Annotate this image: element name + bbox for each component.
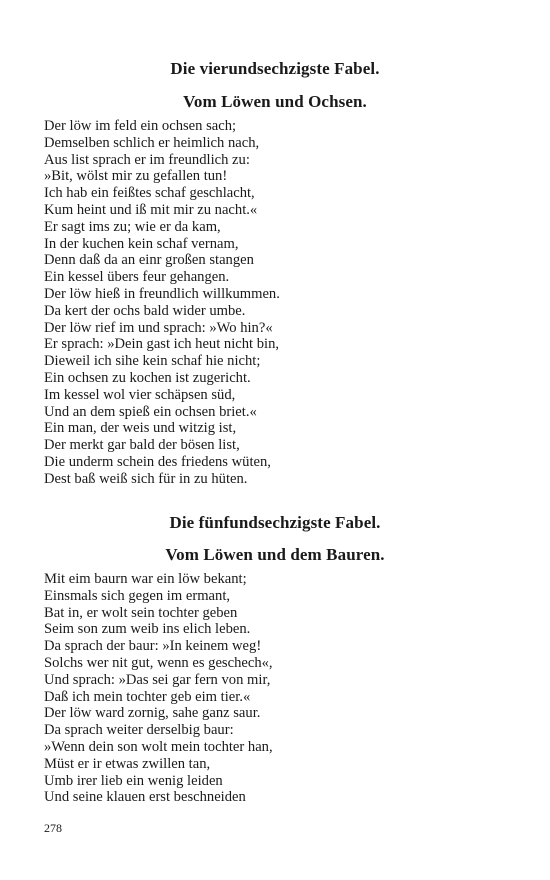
verse-line: Seim son zum weib ins elich leben. [44,621,251,638]
verse-line: Der merkt gar bald der bösen list, [44,437,240,454]
verse-line: Ein man, der weis und witzig ist, [44,420,237,437]
verse-line: Solchs wer nit gut, wenn es geschech«, [44,654,273,671]
verse-line: »Wenn dein son wolt mein tochter han, [44,738,273,755]
verse-line: Ein ochsen zu kochen ist zugericht. [44,369,251,386]
fable-64-subtitle: Vom Löwen und Ochsen. [183,92,367,111]
verse-line: Ein kessel übers feur gehangen. [44,269,230,286]
verse-line: Umb irer lieb ein wenig leiden [44,772,223,789]
verse-line: Müst er ir etwas zwillen tan, [44,755,211,772]
verse-line: Ich hab ein feißtes schaf geschlacht, [44,185,255,202]
verse-line: Da sprach der baur: »In keinem weg! [44,638,262,655]
verse-line: Der löw ward zornig, sahe ganz saur. [44,705,261,722]
page-number: 278 [44,821,62,835]
verse-line: Und sprach: »Das sei gar fern von mir, [44,671,271,688]
fable-65-title: Die fünfundsechzigste Fabel. [169,513,381,532]
verse-line: Mit eim baurn war ein löw bekant; [44,571,247,587]
fable-64-verse [44,118,514,488]
verse-line: Einsmals sich gegen im ermant, [44,587,231,604]
verse-line: Im kessel wol vier schäpsen süd, [44,386,236,403]
verse-line: Kum heint und iß mit mir zu nacht.« [44,201,258,218]
verse-line: Dest baß weiß sich für in zu hüten. [44,470,248,487]
verse-line: Der löw im feld ein ochsen sach; [44,118,237,134]
verse-line: Der löw hieß in freundlich willkummen. [44,285,280,302]
fable-65-subtitle: Vom Löwen und dem Bauren. [165,545,385,564]
fable-65-verse [44,571,514,806]
verse-line: Er sagt ims zu; wie er da kam, [44,218,221,235]
verse-line: Dieweil ich sihe kein schaf hie nicht; [44,353,261,370]
verse-line: Die underm schein des friedens wüten, [44,453,271,470]
verse-line: Aus list sprach er im freundlich zu: [44,151,250,168]
verse-line: Bat in, er wolt sein tochter geben [44,604,238,621]
verse-line: Denn daß da an einr großen stangen [44,252,254,269]
verse-line: Und seine klauen erst beschneiden [44,789,246,806]
verse-line: Daß ich mein tochter geb eim tier.« [44,688,251,705]
verse-line: Der löw rief im und sprach: »Wo hin?« [44,319,273,336]
verse-line: Er sprach: »Dein gast ich heut nicht bin, [44,336,280,353]
fable-64-title: Die vierundsechzigste Fabel. [170,59,380,78]
verse-line: Demselben schlich er heimlich nach, [44,134,260,151]
verse-line: Da kert der ochs bald wider umbe. [44,302,246,319]
verse-line: In der kuchen kein schaf vernam, [44,235,239,252]
verse-line: Da sprach weiter derselbig baur: [44,722,234,739]
verse-line: »Bit, wölst mir zu gefallen tun! [44,168,228,185]
verse-line: Und an dem spieß ein ochsen briet.« [44,403,257,420]
